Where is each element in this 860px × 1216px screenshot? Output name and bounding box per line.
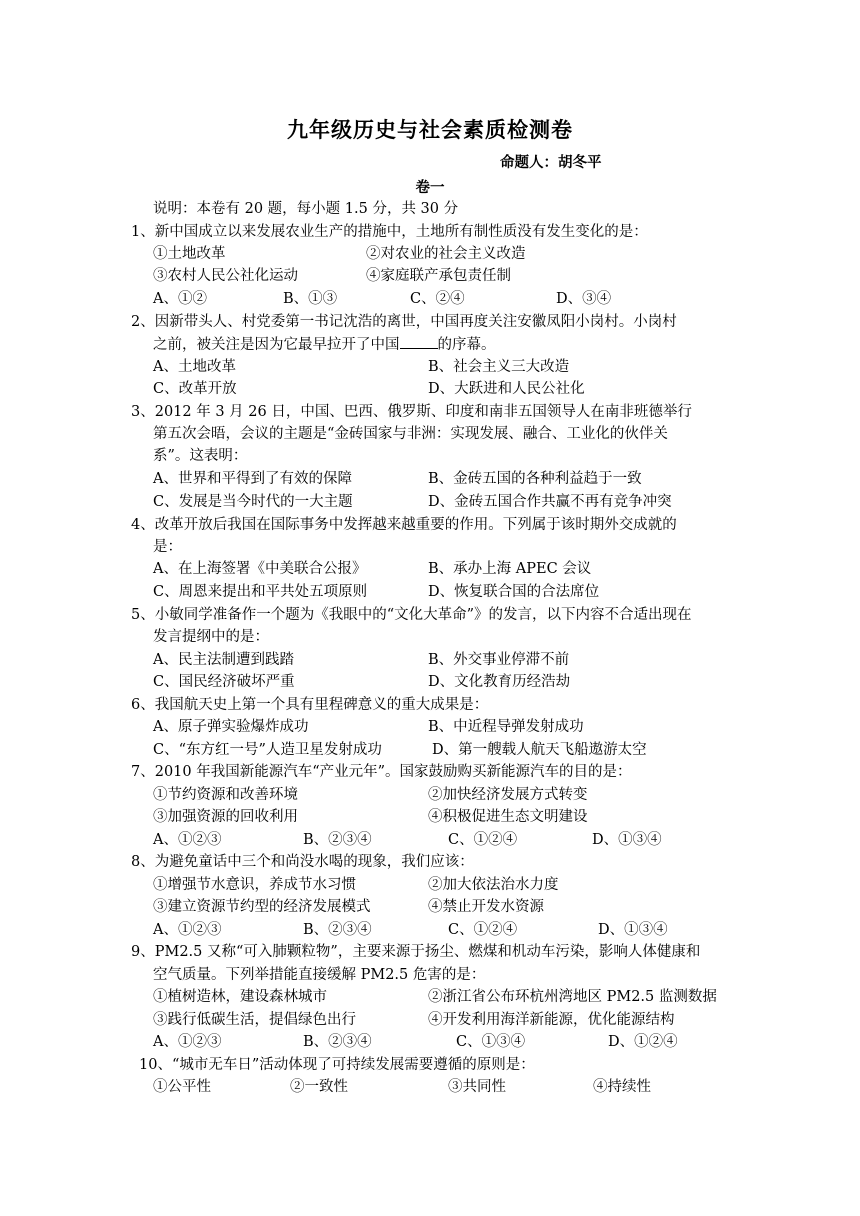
q1-item-1: ①土地改革 [153, 246, 226, 262]
q7-item-1: ①节约资源和改善环境 [153, 787, 298, 803]
q2-option-c: C、改革开放 [153, 381, 237, 397]
q3-option-d: D、金砖五国合作共赢不再有竞争冲突 [428, 494, 672, 510]
q7-option-d: D、①③④ [592, 832, 662, 848]
question-6-stem: 6、我国航天史上第一个具有里程碑意义的重大成果是： [131, 697, 489, 713]
q2-option-b: B、社会主义三大改造 [428, 359, 570, 375]
q8-option-d: D、①③④ [598, 922, 668, 938]
q10-item-4: ④持续性 [593, 1079, 651, 1095]
q8-item-1: ①增强节水意识，养成节水习惯 [153, 877, 356, 893]
q1-item-4: ④家庭联产承包责任制 [366, 268, 511, 284]
q1-item-3: ③农村人民公社化运动 [153, 268, 298, 284]
q8-item-4: ④禁止开发水资源 [428, 899, 544, 915]
q3-option-a: A、世界和平得到了有效的保障 [153, 471, 352, 487]
q8-option-b: B、②③④ [303, 922, 372, 938]
q7-item-4: ④积极促进生态文明建设 [428, 809, 588, 825]
q9-option-b: B、②③④ [303, 1034, 372, 1050]
q4-option-c: C、周恩来提出和平共处五项原则 [153, 584, 368, 600]
q8-item-3: ③建立资源节约型的经济发展模式 [153, 899, 371, 915]
q1-item-2: ②对农业的社会主义改造 [366, 246, 526, 262]
q6-option-b: B、中近程导弹发射成功 [428, 719, 584, 735]
q4-option-a: A、在上海签署《中美联合公报》 [153, 561, 367, 577]
q7-item-2: ②加快经济发展方式转变 [428, 787, 588, 803]
q9-option-a: A、①②③ [153, 1034, 222, 1050]
q5-option-b: B、外交事业停滞不前 [428, 652, 570, 668]
q2-stem-after-blank: 的序幕。 [437, 337, 496, 353]
q7-option-a: A、①②③ [153, 832, 222, 848]
q7-option-c: C、①②④ [448, 832, 518, 848]
exam-title: 九年级历史与社会素质检测卷 [287, 117, 573, 142]
question-5-stem-1: 5、小敏同学准备作一个题为《我眼中的“文化大革命”》的发言，以下内容不合适出现在 [131, 607, 692, 623]
instructions: 说明：本卷有 20 题，每小题 1.5 分，共 30 分 [153, 201, 459, 217]
q6-option-c: C、“东方红一号”人造卫星发射成功 [153, 742, 382, 758]
question-1-stem: 1、新中国成立以来发展农业生产的措施中，土地所有制性质没有发生变化的是： [131, 224, 648, 240]
q5-option-d: D、文化教育历经浩劫 [428, 674, 571, 690]
q5-option-c: C、国民经济破坏严重 [153, 674, 295, 690]
q8-option-a: A、①②③ [153, 922, 222, 938]
q9-item-1: ①植树造林，建设森林城市 [153, 989, 327, 1005]
question-2-stem-2 [153, 334, 496, 355]
q7-option-b: B、②③④ [303, 832, 372, 848]
q8-option-c: C、①②④ [448, 922, 518, 938]
q5-option-a: A、民主法制遭到践踏 [153, 652, 294, 668]
q9-item-3: ③践行低碳生活，提倡绿色出行 [153, 1012, 356, 1028]
q3-option-c: C、发展是当今时代的一大主题 [153, 494, 353, 510]
q10-item-1: ①公平性 [153, 1079, 211, 1095]
question-10-stem: 10、“城市无车日”活动体现了可持续发展需要遵循的原则是： [139, 1057, 535, 1073]
question-8-stem: 8、为避免童话中三个和尚没水喝的现象，我们应该： [131, 854, 474, 870]
author-line: 命题人：胡冬平 [500, 154, 602, 171]
q1-option-a: A、①② [153, 291, 207, 307]
q10-item-3: ③共同性 [448, 1079, 506, 1095]
q9-item-4: ④开发利用海洋新能源，优化能源结构 [428, 1012, 675, 1028]
q2-option-d: D、大跃进和人民公社化 [428, 381, 585, 397]
q4-option-b: B、承办上海 APEC 会议 [428, 561, 592, 577]
answer-blank [400, 334, 438, 349]
q2-stem-before-blank: 之前，被关注是因为它最早拉开了中国 [153, 337, 400, 353]
question-2-stem-1: 2、因新带头人、村党委第一书记沈浩的离世，中国再度关注安徽凤阳小岗村。小岗村 [131, 314, 677, 330]
question-3-stem-1: 3、2012 年 3 月 26 日，中国、巴西、俄罗斯、印度和南非五国领导人在南非班德举行 [131, 404, 692, 420]
question-3-stem-2: 第五次会晤，会议的主题是“金砖国家与非洲：实现发展、融合、工业化的伙伴关 [153, 426, 668, 442]
question-9-stem-1: 9、PM2.5 又称“可入肺颗粒物”，主要来源于扬尘、燃煤和机动车污染，影响人体健康和 [131, 944, 701, 960]
q9-item-2: ②浙江省公布环杭州湾地区 PM2.5 监测数据 [428, 989, 717, 1005]
q6-option-d: D、第一艘载人航天飞船遨游太空 [432, 742, 647, 758]
q1-option-b: B、①③ [283, 291, 338, 307]
question-4-stem-2: 是： [153, 539, 182, 555]
q9-option-d: D、①②④ [608, 1034, 678, 1050]
q4-option-d: D、恢复联合国的合法席位 [428, 584, 600, 600]
q7-item-3: ③加强资源的回收利用 [153, 809, 298, 825]
q1-option-c: C、②④ [410, 291, 465, 307]
question-9-stem-2: 空气质量。下列举措能直接缓解 PM2.5 危害的是： [153, 967, 486, 983]
q2-option-a: A、土地改革 [153, 359, 236, 375]
q3-option-b: B、金砖五国的各种利益趋于一致 [428, 471, 642, 487]
question-7-stem: 7、2010 年我国新能源汽车“产业元年”。国家鼓励购买新能源汽车的目的是： [131, 764, 632, 780]
q8-item-2: ②加大依法治水力度 [428, 877, 559, 893]
q9-option-c: C、①③④ [456, 1034, 526, 1050]
question-3-stem-3: 系”。这表明： [153, 448, 248, 464]
question-4-stem-1: 4、改革开放后我国在国际事务中发挥越来越重要的作用。下列属于该时期外交成就的 [131, 517, 677, 533]
section-heading: 卷一 [415, 179, 445, 196]
q1-option-d: D、③④ [556, 291, 612, 307]
question-5-stem-2: 发言提纲中的是： [153, 629, 269, 645]
q6-option-a: A、原子弹实验爆炸成功 [153, 719, 309, 735]
q10-item-2: ②一致性 [290, 1079, 348, 1095]
